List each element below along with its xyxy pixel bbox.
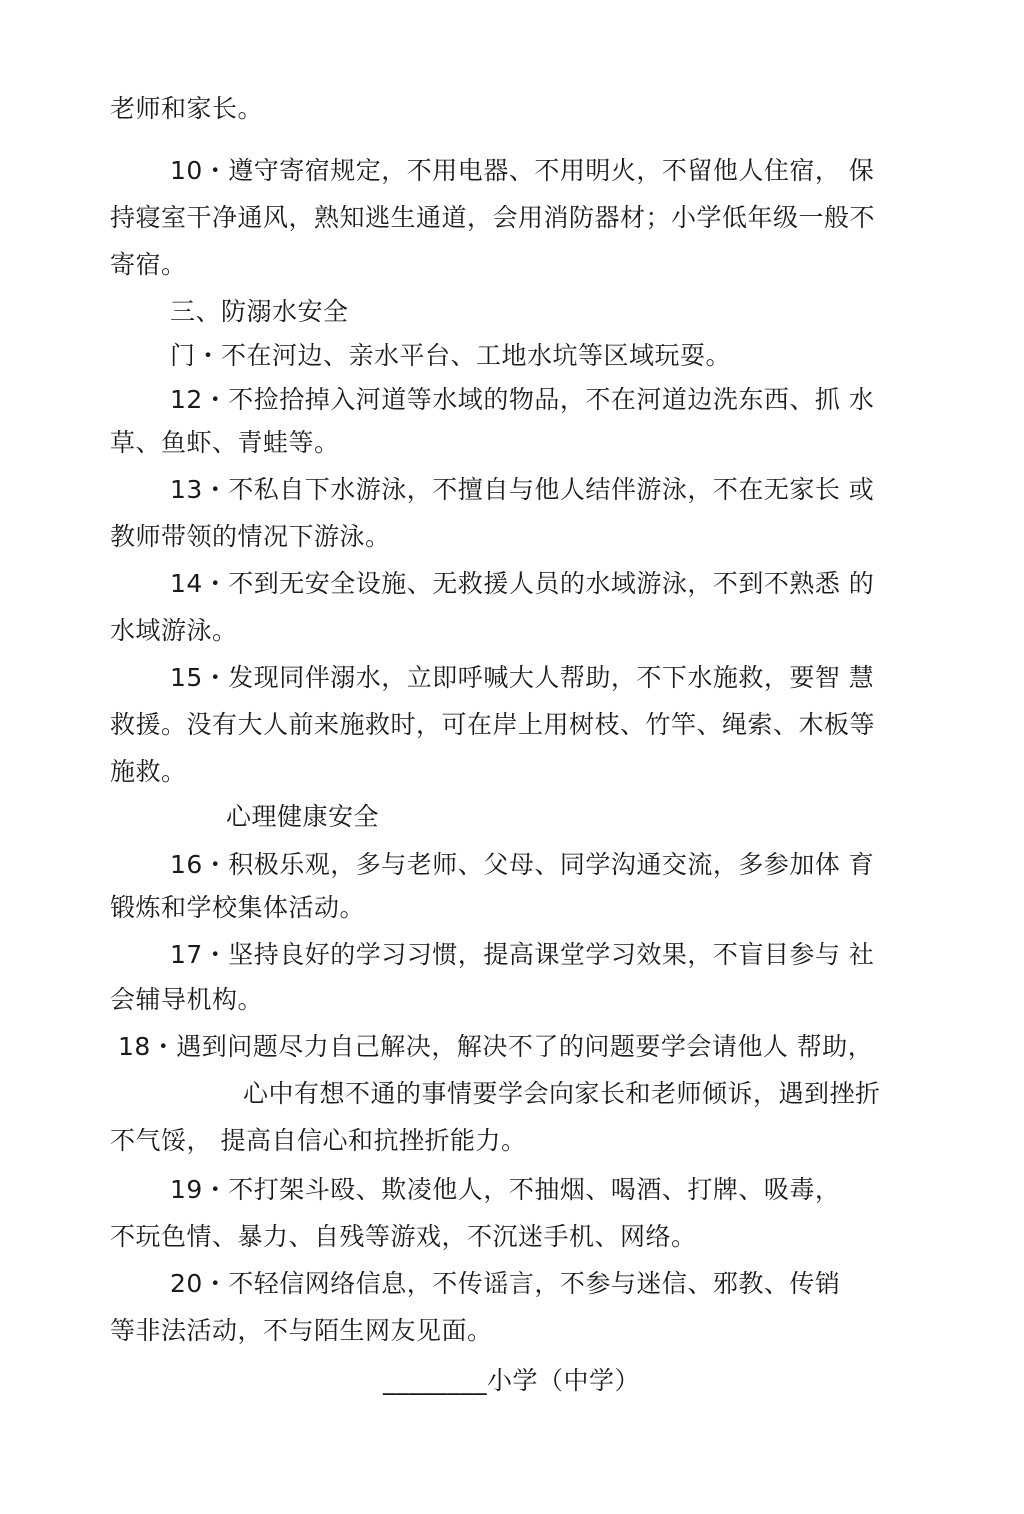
text-line: 水域游泳。 [110,616,238,645]
section-heading-drowning: 三、防溺水安全 [170,297,349,326]
rule-17: 17・坚持良好的学习习惯，提高课堂学习效果，不盲目参与 社 [170,940,875,969]
rule-11: 门・不在河边、亲水平台、工地水坑等区域玩耍。 [170,341,732,370]
text-line: 会辅导机构。 [110,985,264,1014]
rule-15: 15・发现同伴溺水，立即呼喊大人帮助，不下水施救，要智 慧 [170,663,875,692]
rule-10: 10・遵守寄宿规定，不用电器、不用明火，不留他人住宿， 保 [170,156,875,185]
text-line: 施救。 [110,757,187,786]
section-heading-mental-health: 心理健康安全 [226,802,380,831]
text-line: 不玩色情、暴力、自残等游戏，不沉迷手机、网络。 [110,1222,697,1251]
text-line: 寄宿。 [110,250,187,279]
rule-20: 20・不轻信网络信息，不传谣言，不参与迷信、邪教、传销 [170,1269,841,1298]
text-line: 锻炼和学校集体活动。 [110,893,366,922]
school-signature: ________小学（中学） [383,1366,641,1395]
text-line: 教师带领的情况下游泳。 [110,522,391,551]
text-line: 持寝室干净通风，熟知逃生通道，会用消防器材；小学低年级一般不 [110,203,876,232]
text-line: 心中有想不通的事情要学会向家长和老师倾诉，遇到挫折 [243,1079,881,1108]
rule-12: 12・不捡拾掉入河道等水域的物品，不在河道边洗东西、抓 水 [170,385,875,414]
text-line: 不气馁， 提高自信心和抗挫折能力。 [110,1126,527,1155]
rule-16: 16・积极乐观，多与老师、父母、同学沟通交流，多参加体 育 [170,850,875,879]
rule-18: 18・遇到问题尽力自己解决，解决不了的问题要学会请他人 帮助， [118,1032,874,1061]
text-line: 等非法活动，不与陌生网友见面。 [110,1316,493,1345]
text-line: 救援。没有大人前来施救时，可在岸上用树枝、竹竿、绳索、木板等 [110,710,876,739]
text-line: 老师和家长。 [110,94,264,123]
text-line: 草、鱼虾、青蛙等。 [110,428,340,457]
rule-14: 14・不到无安全设施、无救援人员的水域游泳，不到不熟悉 的 [170,569,875,598]
rule-19: 19・不打架斗殴、欺凌他人，不抽烟、喝酒、打牌、吸毒， [170,1175,841,1204]
rule-13: 13・不私自下水游泳，不擅自与他人结伴游泳，不在无家长 或 [170,475,875,504]
